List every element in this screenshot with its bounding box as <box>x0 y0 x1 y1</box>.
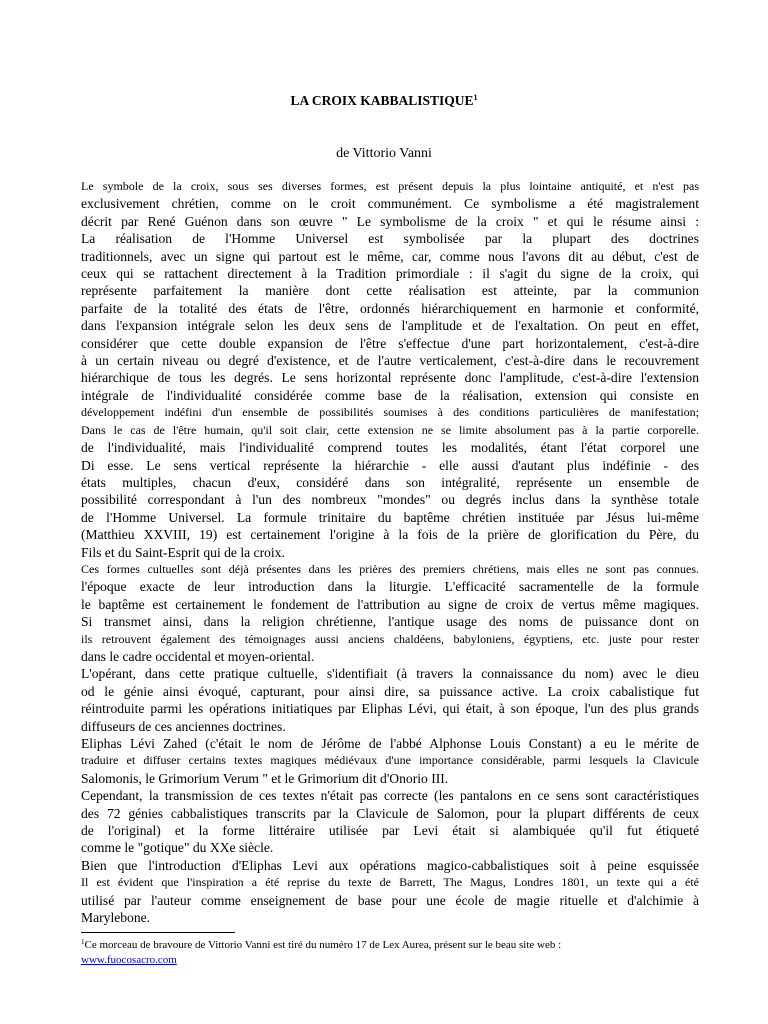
text-line: états multiples, chacun d'eux, considéré dans son intégralité, représente un ensemble de <box>81 474 699 490</box>
text-line: traduire et diffuser certains textes magiques médiévaux d'une importance considérable, parmi lesquels la Clavicule <box>81 753 699 768</box>
text-line: possibilité correspondant à l'un des nombreux "mondes" ou degrés inclus dans la synthèse totale <box>81 492 699 508</box>
text-line: développement indéfini d'un ensemble de possibilités soumises à des conditions particulières de manifestation; <box>81 405 699 420</box>
footnote-text: Ce morceau de bravoure de Vittorio Vanni est tiré du numéro 17 de Lex Aurea, présent sur le beau site web : <box>84 939 562 951</box>
text-line: des 72 génies cabbalistiques transcrits par la Clavicule de Salomon, pour la plupart différents de ceux <box>81 805 699 821</box>
text-line: ils retrouvent également des témoignages aussi anciens chaldéens, babyloniens, égyptiens, etc. juste pour rester <box>81 631 699 646</box>
text-line: considérer que cette double expansion de l'être s'effectue d'une part horizontalement, c'est-à-dire <box>81 335 699 351</box>
footnote-marker: 1 <box>473 93 478 102</box>
text-line: Il est évident que l'inspiration a été reprise du texte de Barrett, The Magus, Londres 1801, un texte qui a été <box>81 875 699 890</box>
text-line: à un certain niveau ou degré d'existence, et de l'autre verticalement, c'est-à-dire dans le recouvrement <box>81 353 699 369</box>
text-line: décrit par René Guénon dans son œuvre " Le symbolisme de la croix " et qui le résume ainsi : <box>81 213 699 229</box>
text-line: Marylebone. <box>81 910 151 926</box>
text-line: de l'original) et la forme littéraire utilisée par Levi était si alambiquée qu'il fut étiqueté <box>81 823 699 839</box>
text-line: Dans le cas de l'être humain, qu'il soit clair, cette extension ne se limite absolument pas à la partie corporelle. <box>81 422 699 437</box>
text-line: Si transmet ainsi, dans la religion chrétienne, l'antique usage des noms de puissance dont on <box>81 614 699 630</box>
text-line: intégrale de l'individualité considérée comme base de la réalisation, extension qui consiste en <box>81 387 699 403</box>
text-line: Eliphas Lévi Zahed (c'était le nom de Jérôme de l'abbé Alphonse Louis Constant) a eu le mérite de <box>81 736 699 751</box>
text-line: Bien que l'introduction d'Eliphas Levi aux opérations magico-cabbalistiques soit à peine esquissée <box>81 857 699 873</box>
text-line: Di esse. Le sens vertical représente la hiérarchie - elle aussi d'autant plus indéfinie - des <box>81 457 699 473</box>
footnote-link[interactable]: www.fuocosacro.com <box>81 954 177 966</box>
footnote-separator <box>81 932 235 933</box>
text-line: représente parfaitement la manière dont cette réalisation est atteinte, par la communion <box>81 283 699 299</box>
text-line: Salomonis, le Grimorium Verum " et le Grimorium dit d'Onorio III. <box>81 770 449 786</box>
text-line: de l'Homme Universel. La formule trinitaire du baptême chrétien instituée par Jésus lui-même <box>81 509 699 525</box>
title-text: LA CROIX KABBALISTIQUE <box>290 93 474 108</box>
text-line: (Matthieu XXVIII, 19) est certainement l'origine à la fois de la prière de glorification du Père, du <box>81 527 699 543</box>
text-line: utilisé par l'auteur comme enseignement de base pour une école de magie rituelle et d'alchimie à <box>81 892 699 908</box>
text-line: diffuseurs de ces anciennes doctrines. <box>81 718 286 734</box>
text-line: dans l'expansion intégrale selon les deux sens de l'amplitude et de l'exaltation. On peut en effet, <box>81 318 699 334</box>
footnote <box>81 935 701 968</box>
text-line: L'opérant, dans cette pratique cultuelle, s'identifiait (à travers la connaissance du nom) avec le dieu <box>81 666 699 682</box>
text-line: Fils et du Saint-Esprit qui de la croix. <box>81 544 285 560</box>
text-line: réintroduite parmi les opérations initiatiques par Eliphas Lévi, qui était, à son époque, l'un des plus grands <box>81 701 699 717</box>
text-line: Le symbole de la croix, sous ses diverses formes, est présent depuis la plus lointaine antiquité, et n'est pas <box>81 179 699 193</box>
text-line: de l'individualité, mais l'individualité comprend toutes les modalités, étant l'état corporel une <box>81 440 699 456</box>
text-line: Ces formes cultuelles sont déjà présentes dans les prières des premiers chrétiens, mais elles ne sont pas connues. <box>81 561 699 576</box>
page-title <box>0 93 768 109</box>
text-line: traditionnels, avec un signe qui partout est le même, car, comme nous l'avons dit au début, c'est de <box>81 248 699 264</box>
text-line: comme le "gotique" du XXe siècle. <box>81 840 274 856</box>
body-text <box>81 178 699 926</box>
text-line: dans le cadre occidental et moyen-oriental. <box>81 648 315 664</box>
text-line: od le génie ainsi évoqué, capturant, pour ainsi dire, sa puissance active. La croix cabalistique fut <box>81 683 699 699</box>
text-line: l'époque exacte de leur introduction dans la liturgie. L'efficacité sacramentelle de la formule <box>81 579 699 595</box>
text-line: hiérarchique de tous les degrés. Le sens horizontal représente donc l'amplitude, c'est-à-dire l'extension <box>81 370 699 386</box>
text-line: Cependant, la transmission de ces textes n'était pas correcte (les pantalons en ce sens sont caractéristiques <box>81 788 699 804</box>
author-line: de Vittorio Vanni <box>336 146 432 161</box>
text-line: parfaite de la totalité des états de l'être, ordonnés hiérarchiquement en harmonie et conformité, <box>81 300 699 316</box>
footnote-number: 1 <box>81 938 85 946</box>
text-line: le baptême est certainement le fondement de l'attribution au signe de croix de vertus même magiques. <box>81 596 699 612</box>
text-line: ceux qui se rattachent directement à la Tradition primordiale : il s'agit du signe de la croix, qui <box>81 266 699 282</box>
text-line: exclusivement chrétien, comme on le croit communément. Ce symbolisme a été magistralement <box>81 196 699 212</box>
text-line: La réalisation de l'Homme Universel est symbolisée par la plupart des doctrines <box>81 231 699 247</box>
